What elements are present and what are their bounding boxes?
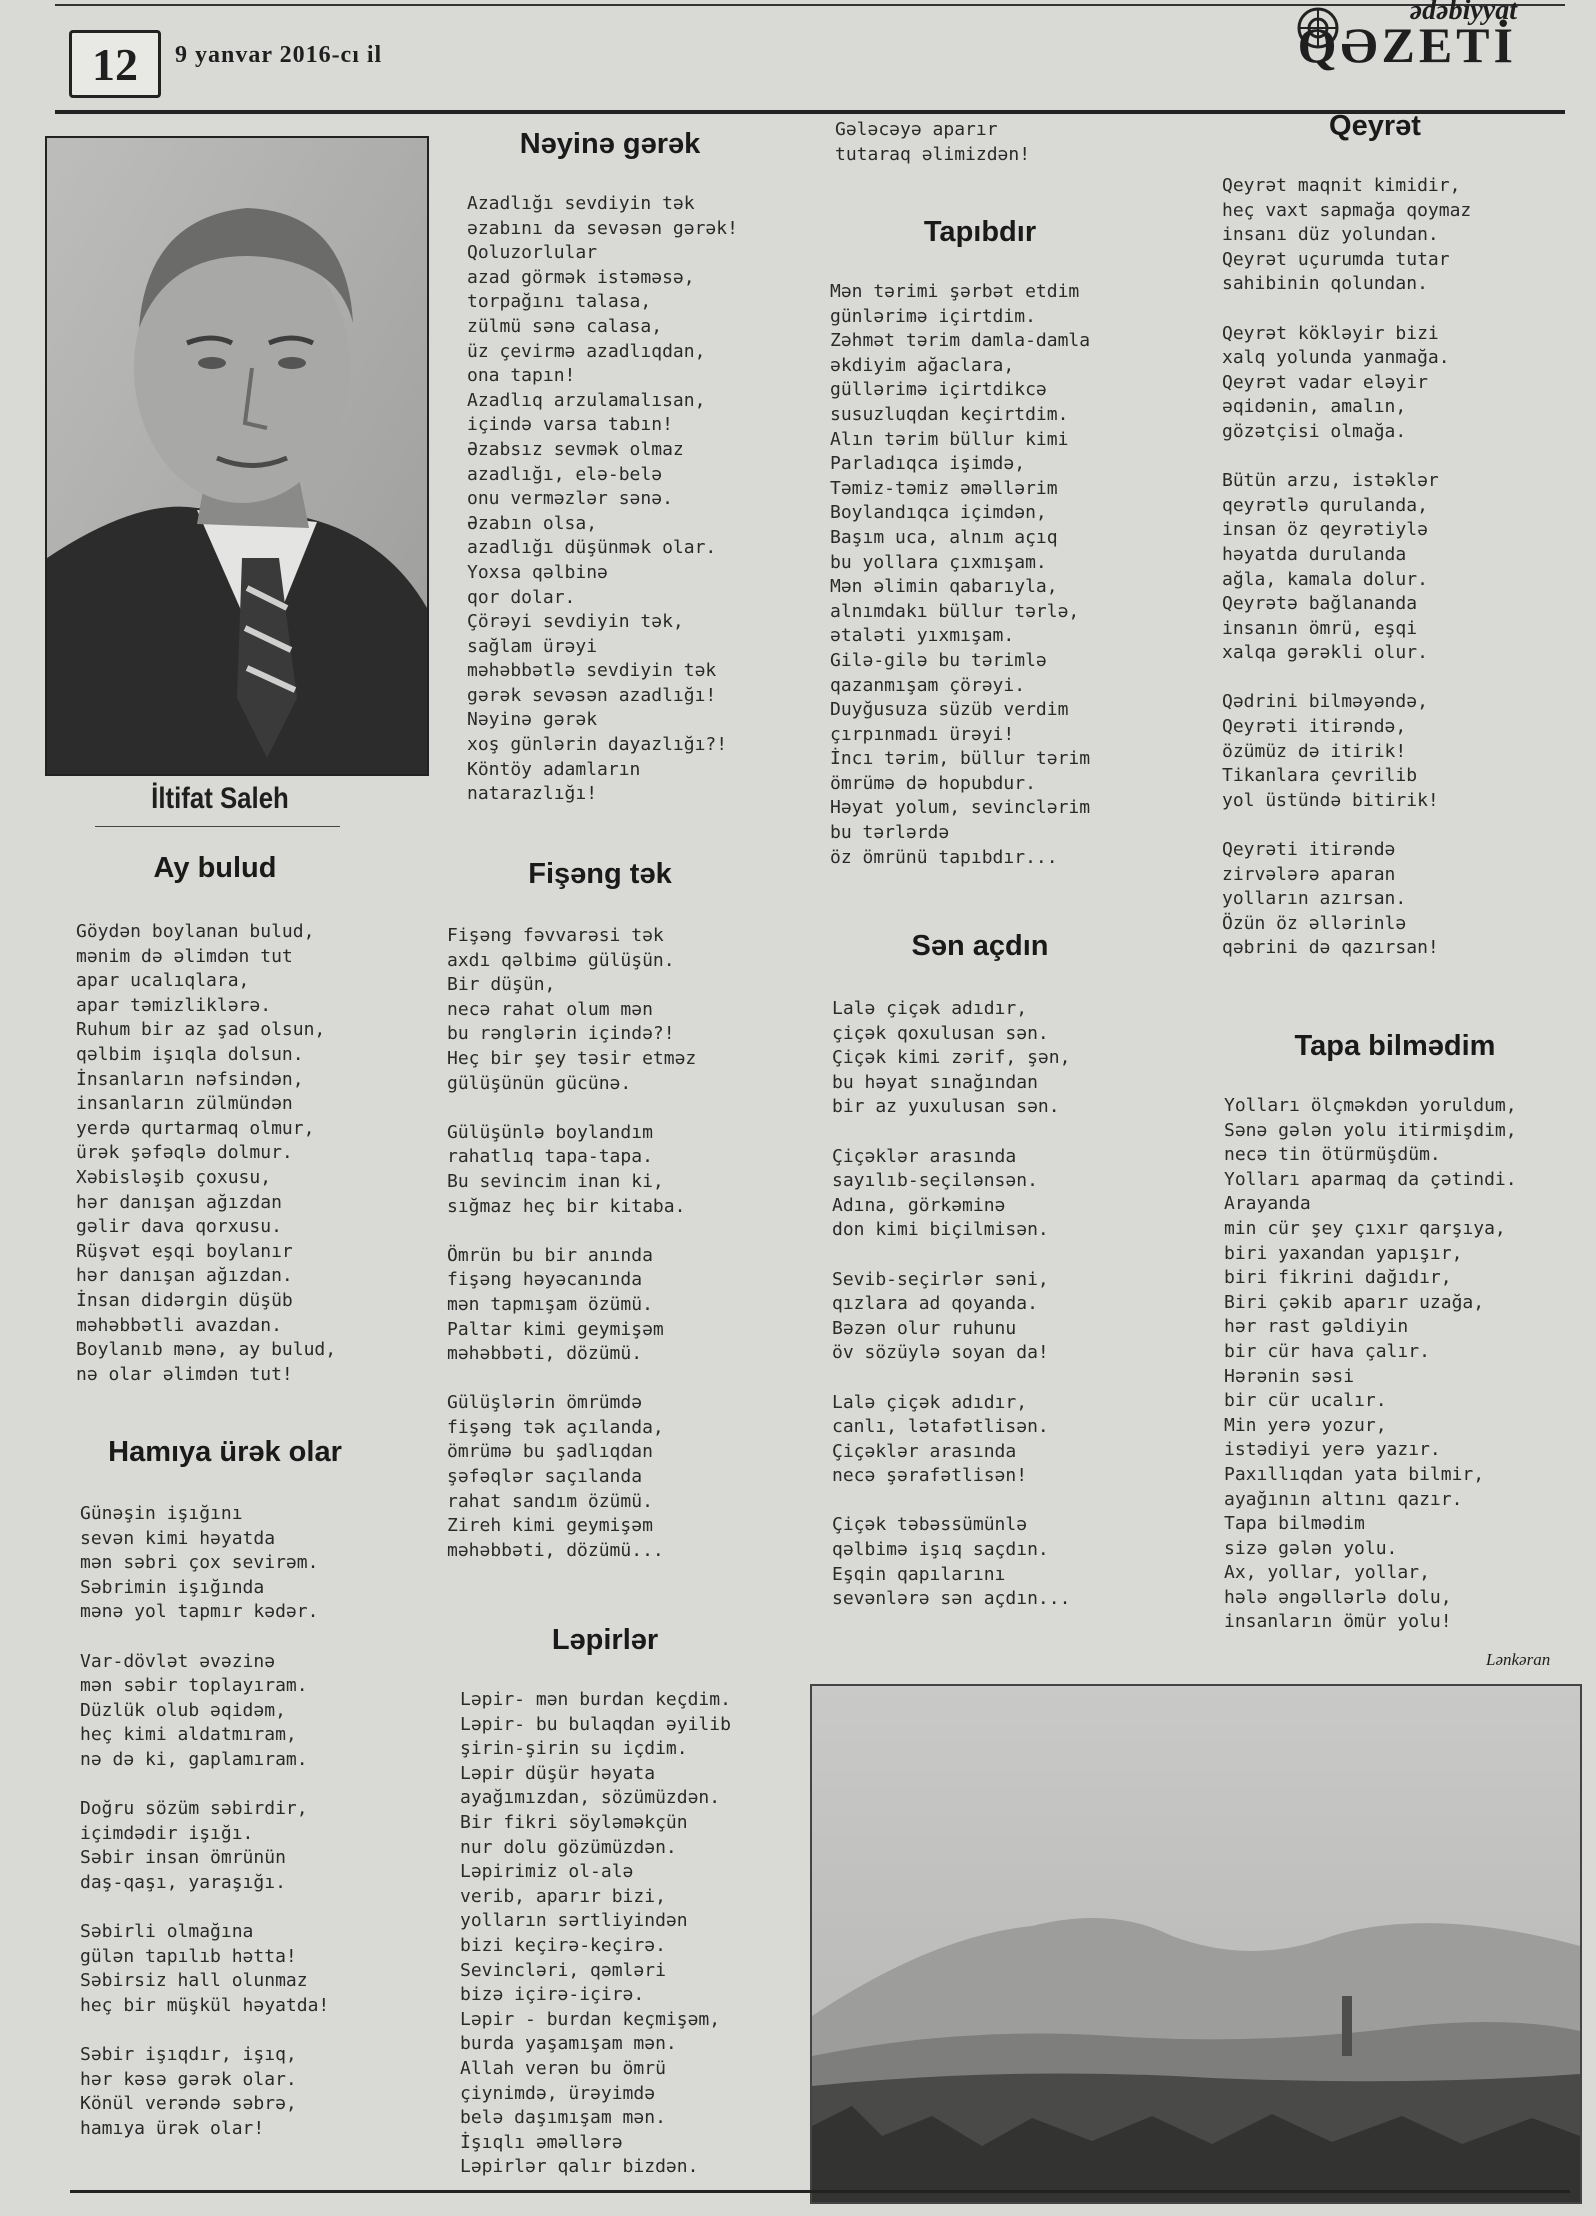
masthead-top: ədəbiyyat — [1409, 0, 1517, 26]
poem-title-hamiya-urek-olar: Hamıya ürək olar — [108, 1436, 342, 1468]
poem-title-neyine-gerek: Nəyinə gərək — [519, 128, 701, 160]
poem-text-hamiya-urek-olar: Günəşin işığını sevən kimi həyatda mən səbri çox sevirəm. Səbrimin işığında mənə yol tapmır kədər. Var-dövlət əvəzinə mən səbir toplayıram. Düzlük olub əqidəm, heç kimi aldatmıram, nə də ki, gaplamıram. Doğru sözüm səbirdir, içimdədir işığı. Səbir insan ömrünün daş-qaşı, yaraşığı. Səbirli olmağına gülən tapılıb hətta! Səbirsiz hall olunmaz heç bir müşkül həyatda! Səbir işıqdır, işıq, hər kəsə gərək olar. Könül verəndə səbrə, hamıya ürək olar! — [80, 1503, 330, 2139]
poem-title-sen-acdin: Sən açdın — [911, 930, 1049, 962]
masthead-title: QƏZETİ — [1297, 17, 1517, 73]
poem-title-tapibdir: Tapıbdır — [923, 216, 1037, 248]
poem-text-fiseng-tek: Fişəng fəvvarəsi tək axdı qəlbimə gülüşün. Bir düşün, necə rahat olum mən bu rənglərin içində?! Heç bir şey təsir etməz gülüşünün gücünə. Gülüşünlə boylandım rahatlıq tapa-tapa. Bu sevincim inan ki, sığmaz heç bir kitaba. Ömrün bu bir anında fişəng həyəcanında mən tapmışam özümü. Paltar kimi geymişəm məhəbbəti, dözümü. Gülüşlərin ömrümdə fişəng tək açılanda, ömrümə bu şadlıqdan şəfəqlər saçılanda rahat sandım özümü. Zireh kimi geymişəm məhəbbəti, dözümü... — [447, 925, 697, 1561]
poem-text-lepirler: Ləpir- mən burdan keçdim. Ləpir- bu bulaqdan əyilib şirin-şirin su içdim. Ləpir düşür həyata ayağımızdan, sözümüzdən. Bir fikri söyləməkçün nur dolu gözümüzdən. Ləpirimiz ol-alə verib, aparır bizi, yolların sərtliyindən bizi keçirə-keçirə. Sevincləri, qəmləri bizə içirə-içirə. Ləpir - burdan keçmişəm, burda yaşamışam mən. Allah verən bu ömrü çiynimdə, ürəyimdə belə daşımışam mən. İşıqlı əməllərə Ləpirlər qalır bizdən. — [460, 1689, 731, 2178]
poem-title-qeyret: Qeyrət — [1329, 110, 1421, 142]
poem-title-ay-bulud: Ay bulud — [153, 852, 277, 884]
masthead — [1297, 0, 1517, 73]
poem-text-tapibdir: Mən tərimi şərbət etdim günlərimə içirtdim. Zəhmət tərim damla-damla əkdiyim ağaclara, güllərimə içirtdikcə susuzluqdan keçirtdim. Alın tərim büllur kimi Parladıqca işimdə, Təmiz-təmiz əməllərim Boylandıqca içimdən, Başım uca, alnım açıq bu yollara çıxmışam. Mən əlimin qabarıyla, alnımdakı büllur tərlə, ətaləti yıxmışam. Gilə-gilə bu tərimlə qazanmışam çörəyi. Duyğusuza süzüb verdim çırpınmadı ürəyi! İncı tərim, büllur tərim ömrümə də hopubdur. Həyat yolum, sevinclərim bu tərlərdə öz ömrünü tapıbdır... — [830, 281, 1091, 868]
poem-title-tapa-bilmedim: Tapa bilmədim — [1294, 1030, 1496, 1062]
author-name: İltifat Saleh — [151, 782, 289, 815]
poem-title-lepirler: Ləpirlər — [551, 1624, 659, 1656]
poem-lead-in-tapibdir: Gələcəyə aparır tutaraq əlimizdən! — [835, 119, 1031, 165]
place-signature: Lənkəran — [1486, 1650, 1551, 1669]
author-portrait-image — [47, 138, 427, 774]
landscape-painting — [810, 1684, 1582, 2204]
page-number: 12 — [69, 30, 161, 98]
poem-text-ay-bulud: Göydən boylanan bulud, mənim də əlimdən tut apar ucalıqlara, apar təmizliklərə. Ruhum bir az şad olsun, qəlbim işıqla dolsun. İnsanların nəfsindən, insanların zülmündən yerdə qurtarmaq olmur, ürək şəfəqlə dolmur. Xəbisləşib çoxusu, hər danışan ağızdan gəlir dava qorxusu. Rüşvət eşqi boylanır hər danışan ağızdan. İnsan didərgin düşüb məhəbbətli avazdan. Boylanıb mənə, ay bulud, nə olar əlimdən tut! — [76, 921, 337, 1385]
poem-text-sen-acdin: Lalə çiçək adıdır, çiçək qoxulusan sən. Çiçək kimi zərif, şən, bu həyat sınağından bir az yuxulusan sən. Çiçəklər arasında sayılıb-seçilənsən. Adına, görkəminə don kimi biçilmisən. Sevib-seçirlər səni, qızlara ad qoyanda. Bəzən olur ruhunu öv sözüylə soyan da! Lalə çiçək adıdır, canlı, lətafətlisən. Çiçəklər arasında necə şərafətlisən! Çiçək təbəssümünlə qəlbimə işıq saçdın. Eşqin qapılarını sevənlərə sən açdın... — [832, 998, 1071, 1610]
poem-title-fiseng-tek: Fişəng tək — [528, 858, 672, 890]
poem-text-qeyret: Qeyrət maqnit kimidir, heç vaxt sapmağa qoymaz insanı düz yolundan. Qeyrət uçurumda tutar sahibinin qolundan. Qeyrət kökləyir bizi xalq yolunda yanmağa. Qeyrət vadar eləyir əqidənin, amalın, gözətçisi olmağa. Bütün arzu, istəklər qeyrətlə qurulanda, insan öz qeyrətiylə həyatda durulanda ağla, kamala dolur. Qeyrətə bağlananda insanın ömrü, eşqi xalqa gərəkli olur. Qədrini bilməyəndə, Qeyrəti itirəndə, özümüz də itirik! Tikanlara çevrilib yol üstündə bitirik! Qeyrəti itirəndə zirvələrə aparan yolların azırsan. Özün öz əllərinlə qəbrini də qazırsan! — [1222, 175, 1472, 959]
footer-rule — [70, 2190, 1570, 2193]
landscape-image — [812, 1686, 1580, 2202]
author-photo — [45, 136, 429, 776]
poem-text-neyine-gerek: Azadlığı sevdiyin tək əzabını da sevəsən gərək! Qoluzorlular azad görmək istəməsə, torpağını talasa, zülmü sənə calasa, üz çevirmə azadlıqdan, ona tapın! Azadlıq arzulamalısan, içində varsa tabın! Əzabsız sevmək olmaz azadlığı, elə-belə onu verməzlər sənə. Əzabın olsa, azadlığı düşünmək olar. Yoxsa qəlbinə qor dolar. Çörəyi sevdiyin tək, sağlam ürəyi məhəbbətlə sevdiyin tək gərək sevəsən azadlığı! Nəyinə gərək xoş günlərin dayazlığı?! Köntöy adamların natarazlığı! — [467, 193, 738, 805]
page-header — [55, 0, 1565, 116]
author-underline — [95, 826, 340, 827]
issue-date: 9 yanvar 2016-cı il — [175, 42, 383, 68]
poem-text-tapa-bilmedim: Yolları ölçməkdən yoruldum, Sənə gələn yolu itirmişdim, necə tin ötürmüşdüm. Yolları aparmaq da çətindi. Arayanda min cür şey çıxır qarşıya, biri yaxandan yapışır, biri fikrini dağıdır, Biri çəkib aparır uzağa, hər rast gəldiyin bir cür hava çalır. Hərənin səsi bir cür ucalır. Min yerə yozur, istədiyi yerə yazır. Paxıllıqdan yata bilmir, ayağının altını qazır. Tapa bilmədim sizə gələn yolu. Ax, yollar, yollar, hələ əngəllərlə dolu, insanların ömür yolu! — [1224, 1095, 1517, 1633]
